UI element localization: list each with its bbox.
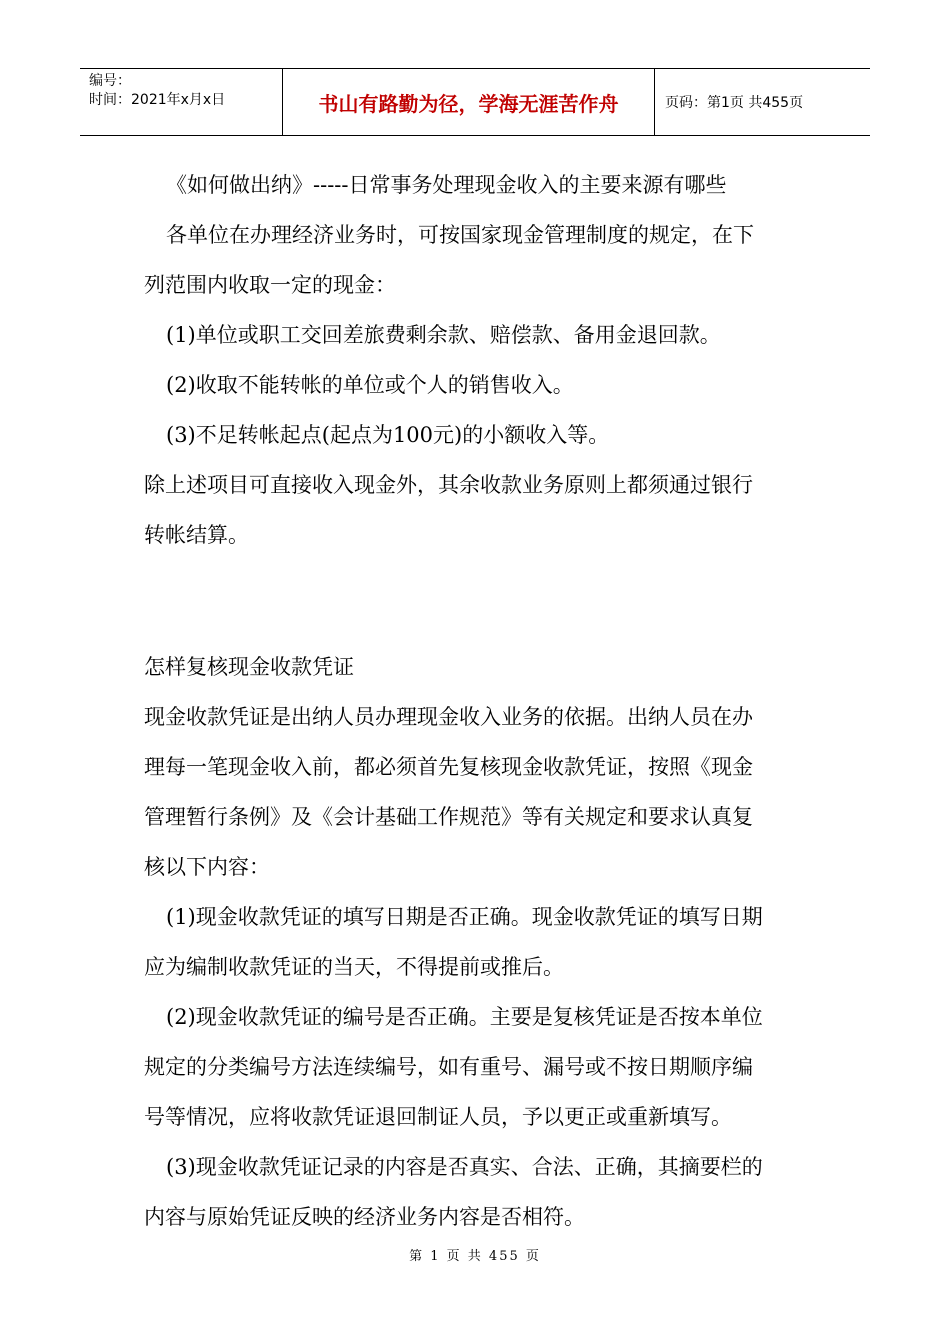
paragraph-line: (1)现金收款凭证的填写日期是否正确。现金收款凭证的填写日期 (166, 905, 763, 929)
number-label: 编号： (89, 73, 131, 89)
document-body (144, 160, 810, 1242)
paragraph-line: 除上述项目可直接收入现金外，其余收款业务原则上都须通过银行 (144, 473, 753, 497)
paragraph-line: 转帐结算。 (144, 523, 249, 547)
section-heading: 怎样复核现金收款凭证 (144, 655, 354, 679)
page-footer: 第 1 页 共 455 页 (409, 1249, 541, 1264)
paragraph-line: 内容与原始凭证反映的经济业务内容是否相符。 (144, 1205, 585, 1229)
paragraph-line: 列范围内收取一定的现金： (144, 273, 396, 297)
paragraph-line: 管理暂行条例》及《会计基础工作规范》等有关规定和要求认真复 (144, 805, 753, 829)
paragraph-line: 现金收款凭证是出纳人员办理现金收入业务的依据。出纳人员在办 (144, 705, 753, 729)
header-motto: 书山有路勤为径，学海无涯苦作舟 (283, 69, 655, 135)
paragraph-line: (2)收取不能转帐的单位或个人的销售收入。 (166, 373, 574, 397)
paragraph-line: 理每一笔现金收入前，都必须首先复核现金收款凭证，按照《现金 (144, 755, 753, 779)
paragraph-line: 号等情况，应将收款凭证退回制证人员，予以更正或重新填写。 (144, 1105, 732, 1129)
paragraph-line: 规定的分类编号方法连续编号，如有重号、漏号或不按日期顺序编 (144, 1055, 753, 1079)
header-page-info: 页码：第1页 共455页 (665, 95, 804, 111)
document-title: 《如何做出纳》-----日常事务处理现金收入的主要来源有哪些 (166, 173, 727, 197)
paragraph-line: (3)现金收款凭证记录的内容是否真实、合法、正确，其摘要栏的 (166, 1155, 763, 1179)
paragraph-line: 各单位在办理经济业务时，可按国家现金管理制度的规定，在下 (166, 223, 754, 247)
header-meta (80, 69, 283, 135)
paragraph-line: (2)现金收款凭证的编号是否正确。主要是复核凭证是否按本单位 (166, 1005, 763, 1029)
date-label: 时间：2021年x月x日 (89, 92, 226, 108)
page-header (80, 68, 870, 136)
paragraph-line: (3)不足转帐起点(起点为100元)的小额收入等。 (166, 423, 610, 447)
paragraph-line: (1)单位或职工交回差旅费剩余款、赔偿款、备用金退回款。 (166, 323, 721, 347)
paragraph-line: 核以下内容： (144, 855, 270, 879)
blank-line (144, 576, 810, 626)
paragraph-line: 应为编制收款凭证的当天，不得提前或推后。 (144, 955, 564, 979)
